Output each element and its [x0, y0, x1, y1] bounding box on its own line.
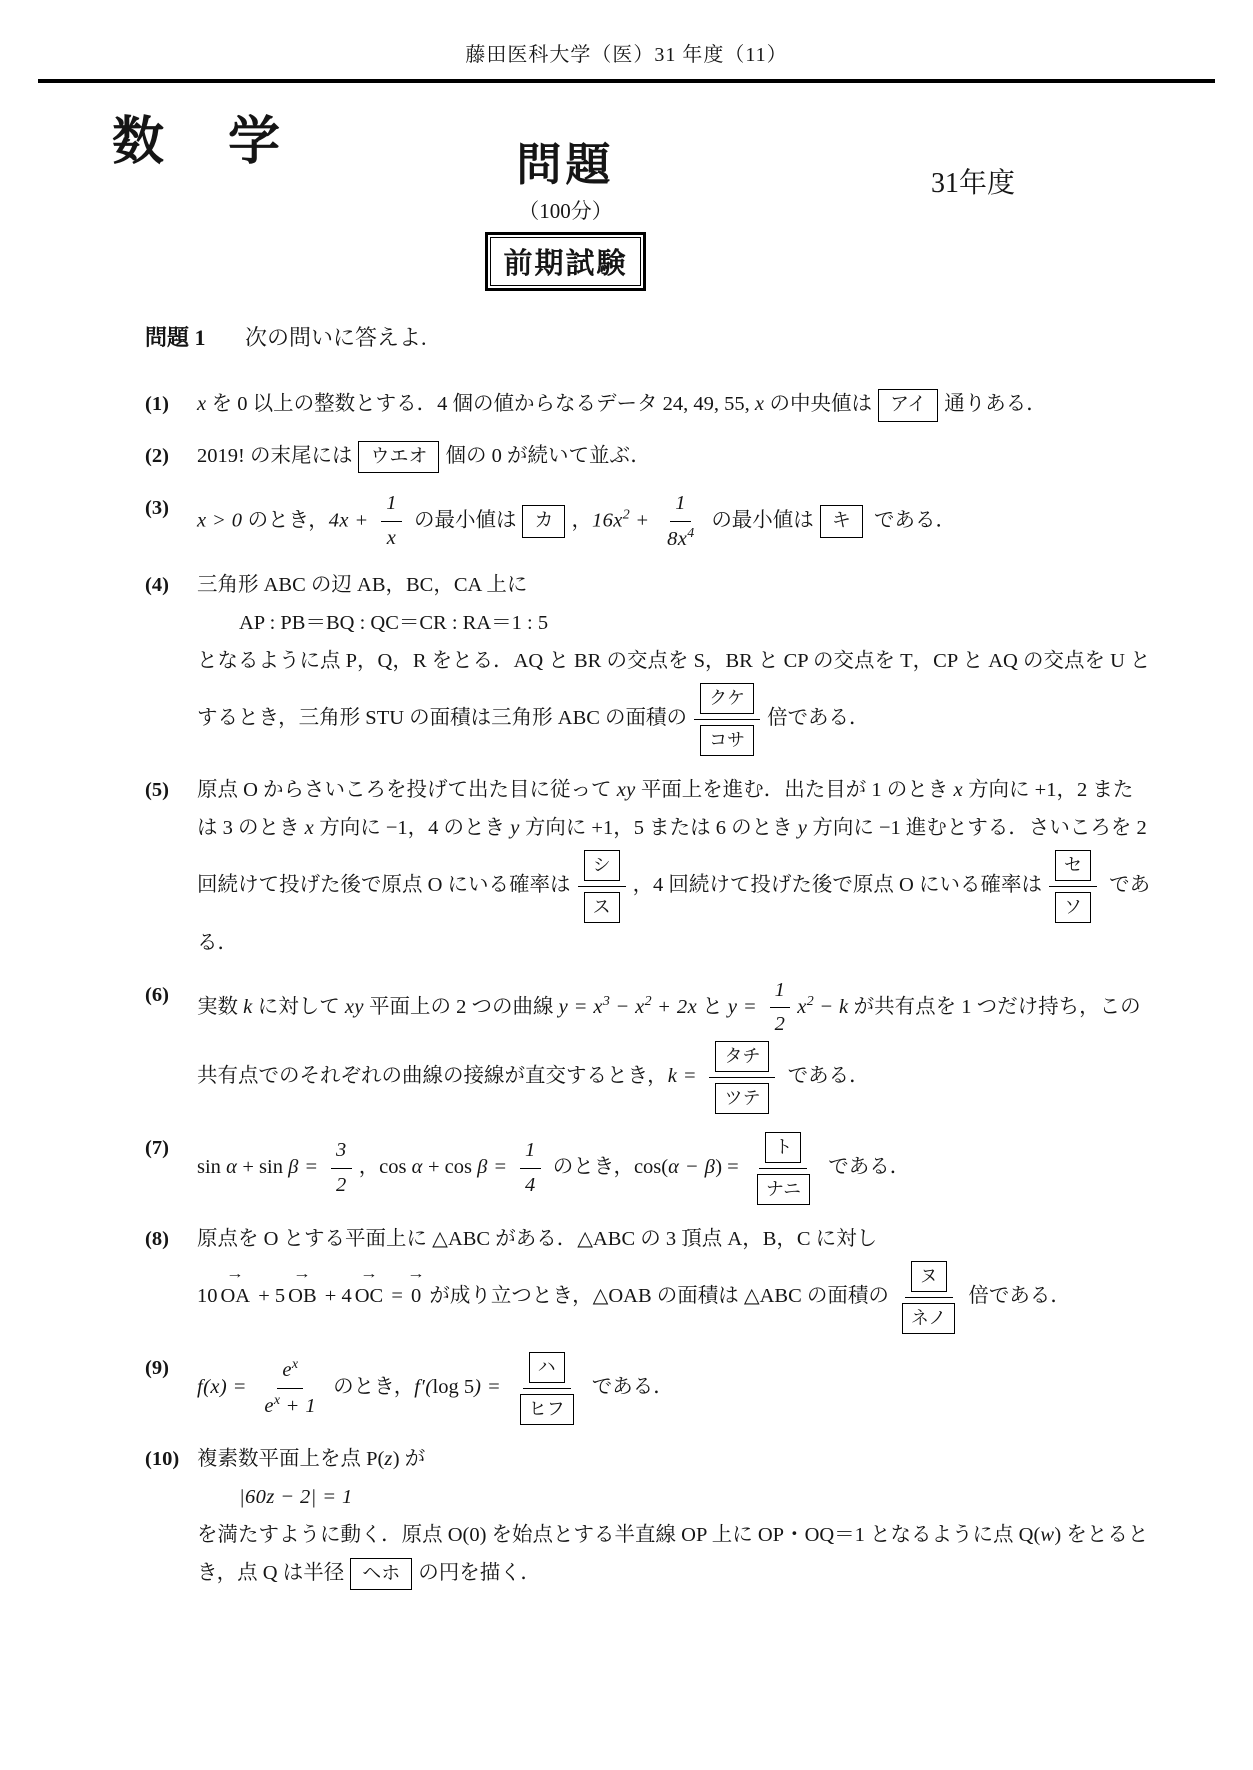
- text-segment: sin: [197, 1156, 227, 1179]
- fraction-numerator: [709, 1039, 775, 1078]
- question-2: [145, 438, 1153, 476]
- fraction: [694, 681, 760, 758]
- question-number: (4): [145, 574, 169, 597]
- text-segment: である．: [197, 873, 1151, 954]
- fraction: [520, 1137, 541, 1199]
- fraction-numerator: [520, 1137, 541, 1169]
- superscript-segment: 4: [687, 525, 695, 541]
- fraction-numerator: [1049, 848, 1097, 887]
- superscript-segment: 2: [644, 993, 652, 1009]
- question-line: [197, 1479, 1153, 1517]
- math-segment: f(x) =: [197, 1376, 253, 1399]
- vector-body: OC: [354, 1285, 384, 1308]
- math-segment: x > 0: [197, 509, 243, 532]
- subject-title: 数 学: [112, 114, 287, 171]
- text-segment: ) をとるとき，点 Q は半径: [197, 1523, 1149, 1584]
- math-segment: 2: [774, 1013, 786, 1036]
- question-number: (6): [145, 983, 169, 1006]
- math-segment: =: [298, 1156, 325, 1179]
- text-segment: 原点 O からさいころを投げて出た目に従って: [197, 778, 617, 801]
- math-segment: β: [288, 1156, 299, 1179]
- math-segment: k: [243, 995, 253, 1018]
- fraction-denominator: [514, 1389, 580, 1427]
- duration-label: （100分）: [518, 198, 613, 223]
- text-segment: 個の 0 が続いて並ぶ．: [445, 444, 651, 467]
- text-segment: と: [697, 995, 728, 1018]
- question-body: [197, 490, 1153, 553]
- answer-box: ウエオ: [358, 441, 439, 474]
- math-segment: x: [754, 393, 765, 415]
- question-number: (5): [145, 778, 169, 801]
- question-body: [197, 567, 1153, 758]
- math-segment: x: [386, 526, 397, 549]
- superscript-segment: 2: [622, 507, 630, 523]
- answer-box: カ: [522, 505, 565, 538]
- question-6: [145, 977, 1153, 1116]
- math-segment: 1: [525, 1139, 536, 1162]
- math-segment: k =: [667, 1065, 703, 1088]
- text-segment: + 5: [253, 1285, 286, 1308]
- math-segment: e: [282, 1359, 292, 1382]
- fraction-denominator: [520, 1169, 541, 1200]
- answer-box: セ: [1055, 850, 1091, 881]
- fraction-denominator: [662, 522, 699, 554]
- text-segment: を満たすように動く．原点 O(0) を始点とする半直線 OP 上に OP・OQ＝1 となるように点 Q(: [197, 1523, 1041, 1546]
- fraction: [751, 1130, 816, 1207]
- text-segment: log 5: [432, 1376, 475, 1399]
- math-segment: z: [384, 1447, 393, 1470]
- question-body: [197, 1221, 1153, 1336]
- question-body: [197, 386, 1153, 424]
- question-line: [197, 1350, 1153, 1427]
- answer-box: ヒフ: [520, 1394, 574, 1425]
- math-segment: 16x: [591, 509, 623, 532]
- math-segment: |60z − 2| = 1: [239, 1485, 353, 1508]
- superscript-segment: x: [273, 1392, 281, 1408]
- fraction-denominator: [694, 720, 760, 758]
- fraction-numerator: [905, 1259, 953, 1298]
- answer-box: シ: [584, 850, 620, 881]
- question-8: [145, 1221, 1153, 1336]
- text-segment: 2019! の末尾には: [197, 444, 353, 467]
- fraction-denominator: [770, 1008, 791, 1039]
- text-segment: 方向に +1，2 または 3 のとき: [197, 778, 1134, 839]
- math-segment: e: [264, 1394, 274, 1417]
- question-line: [197, 386, 1153, 424]
- answer-box: アイ: [878, 389, 938, 422]
- question-body: [197, 772, 1153, 963]
- text-segment: が共有点を 1 つだけ持ち，この共有点でのそれぞれの曲線の接線が直交するとき，: [197, 995, 1141, 1088]
- question-body: [197, 438, 1153, 476]
- text-segment: 平面上の 2 つの曲線: [363, 995, 559, 1018]
- text-segment: のとき，: [327, 1376, 415, 1399]
- question-line: [197, 1130, 1153, 1207]
- fraction-numerator: [523, 1350, 571, 1389]
- text-segment: 方向に −1 進むとする．さいころを 2 回続けて投げた後で原点 O にいる確率は: [197, 816, 1147, 896]
- math-segment: y = x: [558, 995, 603, 1018]
- question-line: [197, 977, 1153, 1116]
- fraction: [896, 1259, 961, 1336]
- superscript-segment: x: [291, 1357, 298, 1373]
- text-segment: 原点を O とする平面上に △ABC がある．△ABC の 3 頂点 A，B，C に対し: [197, 1227, 878, 1250]
- fraction-denominator: [709, 1078, 775, 1116]
- question-line: [197, 1259, 1153, 1336]
- math-segment: + 1: [280, 1394, 316, 1417]
- questions-list: [145, 386, 1153, 1593]
- text-segment: 10: [197, 1285, 218, 1308]
- text-segment: 倍である．: [767, 706, 870, 729]
- question-line: [197, 643, 1153, 758]
- problem-title: 問題: [516, 140, 615, 190]
- question-line: [197, 1517, 1153, 1593]
- text-segment: 方向に +1，5 または 6 のとき: [519, 816, 798, 839]
- text-segment: が成り立つとき，△OAB の面積は △ABC の面積の: [424, 1285, 889, 1308]
- answer-box: ハ: [529, 1352, 565, 1383]
- math-segment: xy: [344, 995, 364, 1018]
- question-line: [197, 490, 1153, 553]
- text-segment: ，: [571, 509, 592, 532]
- text-segment: 方向に −1，4 のとき: [314, 816, 511, 839]
- question-body: [197, 1350, 1153, 1427]
- section-label: 問題 1: [145, 325, 206, 350]
- vector: [220, 1265, 251, 1316]
- fraction-denominator: [259, 1389, 321, 1421]
- fraction-numerator: [331, 1137, 352, 1169]
- question-line: [197, 772, 1153, 963]
- answer-box: タチ: [715, 1041, 769, 1072]
- question-number: (2): [145, 444, 169, 467]
- fraction-denominator: [382, 522, 402, 553]
- vector: [407, 1265, 426, 1316]
- answer-box: ソ: [1055, 892, 1091, 923]
- vector-arrow-icon: →: [359, 1265, 378, 1282]
- text-segment: の最小値は: [408, 509, 517, 532]
- question-number: (1): [145, 393, 169, 415]
- math-segment: 1: [774, 978, 786, 1001]
- text-segment: である．: [782, 1065, 870, 1088]
- math-segment: α: [411, 1156, 423, 1179]
- fraction-denominator: [578, 887, 626, 925]
- text-segment: ，cos: [358, 1156, 412, 1179]
- page-header-text: 藤田医科大学（医）31 年度（11）: [465, 44, 788, 66]
- text-segment: ，4 回続けて投げた後で原点 O にいる確率は: [632, 873, 1042, 896]
- answer-box: ヌ: [911, 1261, 947, 1292]
- question-5: [145, 772, 1153, 963]
- text-segment: 通りある．: [944, 393, 1047, 415]
- math-segment: xy: [616, 778, 636, 801]
- math-segment: x: [953, 778, 963, 801]
- text-segment: + sin: [237, 1156, 289, 1179]
- fraction-numerator: [670, 490, 691, 522]
- answer-box: ヘホ: [350, 1558, 412, 1591]
- text-segment: のとき，: [242, 509, 329, 532]
- question-7: [145, 1130, 1153, 1207]
- fraction: [331, 1137, 352, 1199]
- question-body: [197, 1130, 1153, 1207]
- math-segment: α − β: [668, 1156, 716, 1179]
- text-segment: + 4: [319, 1285, 352, 1308]
- text-segment: である．: [868, 509, 956, 532]
- math-segment: 2: [336, 1173, 347, 1196]
- question-number: (7): [145, 1136, 169, 1159]
- math-segment: β: [477, 1156, 488, 1179]
- math-segment: + 2x: [651, 995, 698, 1018]
- vector-arrow-icon: →: [407, 1265, 426, 1282]
- text-segment: の中央値は: [764, 393, 872, 415]
- math-segment: − x: [609, 995, 645, 1018]
- text-segment: 実数: [197, 995, 244, 1018]
- text-segment: AP : PB＝BQ : QC＝CR : RA＝1 : 5: [239, 611, 549, 634]
- fraction: [259, 1356, 321, 1420]
- question-number: (10): [145, 1447, 180, 1470]
- text-segment: ) が: [392, 1447, 426, 1470]
- fraction-numerator: [759, 1130, 807, 1169]
- math-segment: x: [797, 995, 807, 1018]
- text-segment: + cos: [422, 1156, 478, 1179]
- fraction: [662, 490, 699, 553]
- vector-body: 0: [411, 1285, 422, 1308]
- answer-box: ス: [584, 892, 620, 923]
- section-instruction: 次の問いに答えよ.: [245, 325, 427, 350]
- text-segment: 倍である．: [968, 1285, 1071, 1308]
- answer-box: ツテ: [715, 1083, 769, 1114]
- answer-box: キ: [820, 505, 863, 538]
- answer-box: ネノ: [902, 1303, 955, 1334]
- math-segment: 4: [525, 1173, 536, 1196]
- fraction-numerator: [694, 681, 760, 720]
- fraction: [770, 977, 791, 1039]
- fraction-numerator: [277, 1356, 303, 1389]
- question-line: [197, 567, 1153, 605]
- exam-type-box: [490, 237, 640, 286]
- text-segment: 三角形 ABC の辺 AB，BC，CA 上に: [197, 574, 528, 597]
- text-segment: である．: [823, 1156, 911, 1179]
- fraction: [578, 848, 626, 925]
- fraction-numerator: [381, 490, 402, 522]
- answer-box: クケ: [700, 683, 754, 714]
- text-segment: となるように点 P，Q，R をとる．AQ と BR の交点を S，BR と CP の交点を T，CP と AQ の交点を U とするとき，三角形 STU の面積は三角形 ABC の面積の: [197, 649, 1151, 729]
- text-segment: である．: [586, 1376, 674, 1399]
- math-segment: ) =: [474, 1376, 507, 1399]
- math-segment: − k: [813, 995, 849, 1018]
- question-number: (8): [145, 1227, 169, 1250]
- fraction: [514, 1350, 580, 1427]
- text-segment: を 0 以上の整数とする．4 個の値からなるデータ: [206, 393, 663, 415]
- fraction-denominator: [1049, 887, 1097, 925]
- fraction-denominator: [896, 1298, 961, 1336]
- text-segment: 複素数平面上を点 P(: [197, 1447, 385, 1470]
- math-segment: 4x +: [328, 509, 375, 532]
- math-segment: α: [226, 1156, 238, 1179]
- text-segment: のとき，cos(: [547, 1156, 669, 1179]
- section-heading: [145, 321, 1253, 352]
- question-10: [145, 1441, 1153, 1593]
- text-segment: の最小値は: [706, 509, 814, 532]
- math-segment: 1: [675, 491, 686, 514]
- text-segment: 24, 49, 55,: [662, 393, 755, 415]
- vector: [354, 1265, 384, 1316]
- title-area: [0, 83, 1253, 315]
- answer-box: ナニ: [757, 1174, 810, 1205]
- vector-body: OB: [288, 1285, 317, 1308]
- fraction: [1049, 848, 1097, 925]
- question-line: [197, 1221, 1153, 1259]
- question-3: [145, 490, 1153, 553]
- year-label: 31年度: [930, 168, 1015, 199]
- question-4: [145, 567, 1153, 758]
- fraction: [709, 1039, 775, 1116]
- exam-type-label: 前期試験: [503, 247, 628, 280]
- math-segment: y =: [727, 995, 763, 1018]
- question-number: (9): [145, 1356, 169, 1379]
- fraction-numerator: [578, 848, 626, 887]
- superscript-segment: 2: [806, 993, 814, 1009]
- math-segment: =: [487, 1156, 513, 1179]
- vector-arrow-icon: →: [226, 1265, 245, 1282]
- text-segment: ) =: [715, 1156, 744, 1179]
- question-line: [197, 1441, 1153, 1479]
- math-segment: y: [510, 816, 520, 839]
- answer-box: コサ: [700, 725, 754, 756]
- question-line: [197, 438, 1153, 476]
- fraction-numerator: [770, 977, 791, 1009]
- vector: [288, 1265, 317, 1316]
- math-segment: x: [197, 393, 207, 415]
- math-segment: f′(: [414, 1376, 433, 1399]
- math-segment: y: [797, 816, 808, 839]
- math-segment: w: [1040, 1523, 1055, 1546]
- math-segment: +: [629, 509, 656, 532]
- math-segment: 8x: [667, 527, 688, 550]
- question-body: [197, 1441, 1153, 1593]
- vector-arrow-icon: →: [293, 1265, 312, 1282]
- question-line: [197, 605, 1153, 643]
- math-segment: 1: [386, 492, 397, 515]
- question-body: [197, 977, 1153, 1116]
- question-number: (3): [145, 496, 169, 519]
- question-9: [145, 1350, 1153, 1427]
- fraction-denominator: [751, 1169, 816, 1207]
- text-segment: の円を描く．: [418, 1561, 541, 1584]
- answer-box: ト: [765, 1132, 801, 1163]
- superscript-segment: 3: [602, 993, 610, 1009]
- question-1: [145, 386, 1153, 424]
- fraction-denominator: [331, 1169, 352, 1200]
- fraction: [381, 490, 402, 552]
- math-segment: x: [304, 816, 315, 839]
- math-segment: 3: [336, 1139, 347, 1162]
- text-segment: =: [386, 1285, 409, 1308]
- vector-body: OA: [220, 1285, 251, 1308]
- text-segment: に対して: [252, 995, 345, 1018]
- text-segment: 平面上を進む．出た目が 1 のとき: [635, 778, 954, 801]
